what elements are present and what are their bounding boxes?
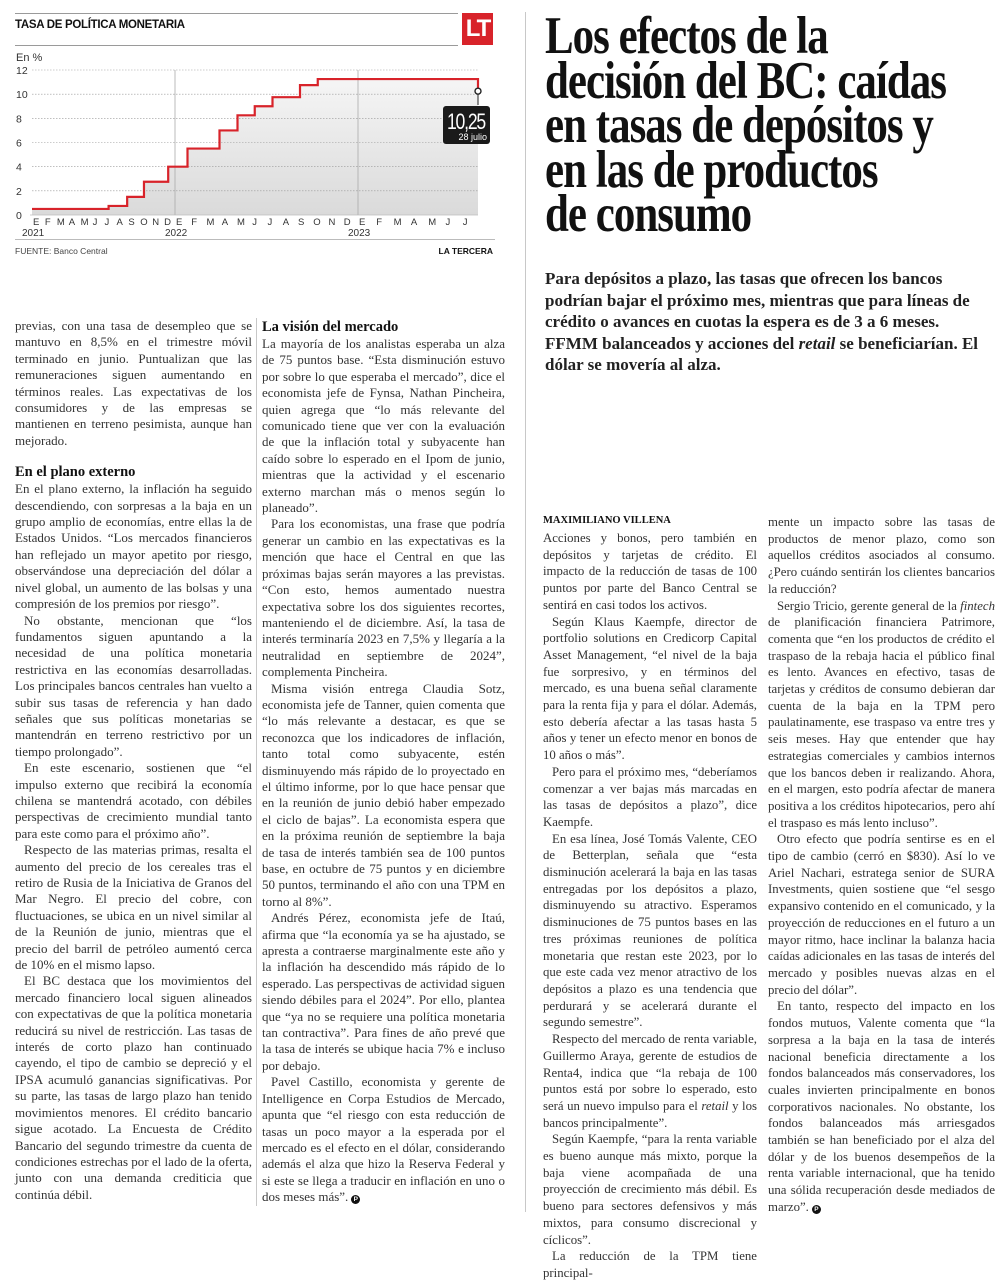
x-month-label: O — [313, 217, 321, 228]
section-subheading — [262, 318, 505, 336]
text-run: Para los economistas, una frase que podría generar un cambio en las expectativas es la mención que hace el Central en que las próximas bajas serán mayores a las previstas. “Con esto, hemos aumentado nuestra expectativa sobre los dos siguientes recortes, manteniendo el de diciembre. Así, la tasa de interés terminaría 2023 en 7,5% y llegaría a la neutralidad en septiembre de 2024”, complementa Pincheira. — [262, 516, 505, 680]
x-year-label: 2022 — [165, 228, 188, 239]
x-year-label: 2021 — [22, 228, 45, 239]
text-run: En el plano externo — [15, 464, 136, 481]
x-month-label: M — [237, 217, 245, 228]
x-month-label: E — [176, 217, 183, 228]
body-paragraph — [543, 1131, 757, 1248]
x-month-label: N — [328, 217, 336, 228]
callout-date: 28 julio — [458, 132, 487, 142]
deck-text: Para depósitos a plazo, las tasas que ofrecen los bancos podrían bajar el próximo mes, mientras que para líneas de crédito o avances en cuotas la espera es de 3 a 6 meses. FFMM balanceados y acciones del — [545, 269, 970, 353]
chart-brand: LA TERCERA — [438, 246, 493, 256]
body-paragraph — [543, 764, 757, 831]
text-run: La visión del mercado — [262, 319, 399, 335]
headline-line: decisión del BC: caídas — [545, 51, 947, 110]
x-month-label: F — [44, 217, 51, 228]
y-tick-label: 2 — [16, 185, 22, 198]
text-run: En el plano externo, la inflación ha seguido descendiendo, con sorpresas a la baja en un grupo amplio de economías, entre ellas la de Estados Unidos. “Los mercados financieros han reflejado un mayor apetito por riesgo, observándose una depreciación del dólar a nivel global, un aumento de las bolsas y una compresión de los premios por riesgo”. — [15, 481, 252, 612]
body-paragraph — [15, 842, 252, 973]
text-run: En esa línea, José Tomás Valente, CEO de Betterplan, señala que “esta disminución acelerará la baja en las tasas entregadas por los depósitos a plazo, disminuyendo su atractivo. Esperamos disminuciones de 75 puntos bases en las tres próximas reuniones de política monetaria que restan este 2023, por lo que este cada vez menor atractivo de los depósitos a plazo es una tendencia que perdurará y se acelerará durante el segundo semestre”. — [543, 831, 757, 1030]
x-month-label: J — [462, 217, 468, 228]
x-month-label: E — [33, 217, 40, 228]
chart-title: TASA DE POLÍTICA MONETARIA — [15, 19, 185, 31]
la-tercera-logo: LT — [462, 13, 493, 45]
article-column-4 — [768, 514, 995, 1216]
text-run: Sergio Tricio, gerente general de la — [777, 598, 961, 613]
y-tick-label: 10 — [16, 89, 28, 102]
text-run: Según Klaus Kaempfe, director de portfolio solutions en Credicorp Capital Asset Management, “el nivel de la baja fue sorpresivo, y en términos del mercado, es una buena señal claramente para la renta fija y para el dólar. Además, esto debería afectar a las tasas hasta 5 años y tener un efecto menor en bonos de 10 años o más”. — [543, 614, 757, 763]
italic-text: fintech — [960, 598, 995, 613]
x-month-label: M — [56, 217, 65, 228]
body-paragraph — [262, 910, 505, 1074]
section-subheading — [15, 463, 252, 481]
article-column-1 — [15, 318, 252, 1203]
section-divider — [525, 12, 526, 1212]
body-paragraph — [543, 831, 757, 1031]
body-paragraph — [768, 831, 995, 998]
body-paragraph — [15, 481, 252, 612]
body-paragraph — [262, 681, 505, 911]
x-month-label: A — [282, 217, 290, 228]
text-run: previas, con una tasa de desempleo que se mantuvo en 8,5% en el trimestre móvil terminado en junio. Puntualizan que las remuneraciones siguen aumentando en términos reales. Las expectativas de los consumidores y de las empresas se mantienen en terreno pesimista, aunque han mejorado. — [15, 318, 252, 448]
text-run: mente un impacto sobre las tasas de productos de menor plazo, como son aquellos créditos asociados al consumo. ¿Pero cuándo sentirán los clientes bancarios la reducción? — [768, 515, 995, 596]
chart-bottom-rule — [15, 239, 495, 240]
headline-line: Los efectos de la — [545, 7, 828, 65]
x-month-label: A — [221, 217, 229, 228]
headline-line: en tasas de depósitos y — [545, 96, 933, 154]
x-month-label: J — [92, 217, 98, 228]
body-paragraph — [15, 318, 252, 449]
text-run: En este escenario, sostienen que “el impulso externo que recibirá la economía chilena se mantendrá acotado, con débiles perspectivas de crecimiento mundial tanto para este como para el próximo año”. — [15, 760, 252, 841]
text-run: de planificación financiera Patrimore, comenta que “en los productos de crédito el traspaso de la rebaja hacia el público final es lento. Avances en efectivo, tasas de tarjetas y créditos de consumo debieran dar cuenta de la baja en la TPM pero paulatinamente, ese traspaso va entre tres y seis meses. Hay que entender que hay estrategias comerciales y cambios internos que los bancos deben ir realizando. Ahora, en el margen, esto podría afectar de manera positiva a los créditos hipotecarios, pero ahí el traspaso es más lento incluso”. — [768, 615, 995, 830]
text-run: Respecto del mercado de renta variable, Guillermo Araya, gerente de estudios de Renta4, indica que “la rebaja de 100 puntos está por sobre lo esperado, esto será un nuevo impulso para el — [543, 1032, 757, 1113]
text-run: y los bancos principalmente”. — [543, 1098, 757, 1130]
x-year-label: 2023 — [348, 228, 371, 239]
x-month-label: S — [128, 217, 135, 228]
x-month-label: N — [152, 217, 160, 228]
end-of-article-icon: P — [351, 1195, 360, 1204]
body-paragraph — [768, 514, 995, 598]
italic-text: retail — [701, 1098, 729, 1113]
x-month-label: M — [428, 217, 437, 228]
body-paragraph — [262, 516, 505, 680]
x-month-label: A — [410, 217, 418, 228]
body-paragraph — [543, 530, 757, 614]
text-run: Pavel Castillo, economista y gerente de Intelligence en Corpa Estudios de Mercado, apunta que “el riesgo con esta reducción de tasas un poco mayor a la esperada por el mercado es el efecto en el dólar, considerando además el alza que hizo la Reserva Federal y si este se llega a traducir en inflación en uno o dos meses más”. — [262, 1074, 505, 1205]
tpm-chart — [0, 0, 500, 262]
x-month-label: S — [298, 217, 305, 228]
text-run: En tanto, respecto del impacto en los fondos mutuos, Valente comenta que “la sorpresa a la baja en la tasa de interés nacional beneficia directamente a los fondos balanceados más conservadores, los cuales invierten principalmente en bonos corporativos nacionales. No obstante, los fondos balanceados más arriesgados también se han beneficiado por el alza del dólar y de los buenos desempeños de la renta variable internacional, que ha tenido una sólida recuperación desde mediados de marzo”. — [768, 999, 995, 1214]
text-run: Pero para el próximo mes, “deberíamos comenzar a ver bajas más marcadas en las tasas de depósitos a plazo”, dice Kaempfe. — [543, 764, 757, 829]
chart-source: FUENTE: Banco Central — [15, 246, 108, 256]
body-paragraph — [543, 614, 757, 764]
headline — [545, 7, 999, 243]
y-tick-label: 4 — [16, 161, 22, 174]
x-month-label: J — [267, 217, 273, 228]
x-month-label: E — [359, 217, 366, 228]
x-month-label: M — [393, 217, 402, 228]
text-run: Otro efecto que podría sentirse es en el tipo de cambio (cerró en $830). Así lo ve Ariel Nachari, estratega senior de SURA Investments, quien sostiene que “el sesgo expansivo contenido en el comunicado, y la proyección de reducciones en el futuro a un mayor ritmo, hace inclinar la balanza hacia caídas adicionales en las tasas de interés del mercado y posibles nuevas alzas en el precio del dólar”. — [768, 832, 995, 997]
deck-subtitle — [545, 268, 995, 376]
x-month-label: F — [376, 217, 383, 228]
x-month-label: O — [140, 217, 148, 228]
text-run: Andrés Pérez, economista jefe de Itaú, afirma que “la economía ya se ha ajustado, se apresta a contraerse marginalmente este año y la inflación ha descendido más rápido de lo esperado. Las perspectivas de actividad siguen siendo débiles para el 2024”. Por ello, plantea que “ya no se requiere una política monetaria tan contractiva”. Para fines de año prevé que la tasa de interés se ubique hacia 7% e incluso por debajo. — [262, 910, 505, 1073]
body-paragraph — [15, 613, 252, 761]
article-column-2 — [262, 318, 505, 1206]
last-data-point — [475, 88, 481, 94]
body-paragraph — [768, 998, 995, 1215]
headline-line: de consumo — [545, 185, 752, 243]
text-run: Acciones y bonos, pero también en depósitos y tarjetas de crédito. El impacto de la reducción de tasas de 100 puntos por parte del Banco Central se sentirá en casi todos los activos. — [543, 531, 757, 612]
chart-unit-label: En % — [16, 52, 43, 64]
x-month-label: M — [80, 217, 89, 228]
text-run: La mayoría de los analistas esperaba un alza de 75 puntos base. “Esta disminución estuvo por sobre lo que esperaba el mercado”, dice el economista jefe de Fynsa, Nathan Pincheira, quien agrega que “lo más relevante del comunicado tiene que ver con la evaluación de que la inflación total y subyacente han caído sobre lo esperado en el Ipom de junio, mientras que la actividad y el escenario externo marchan más o menos según lo planeado”. — [262, 336, 505, 516]
body-paragraph — [543, 1248, 757, 1281]
body-paragraph — [262, 1074, 505, 1205]
body-paragraph — [15, 973, 252, 1203]
y-tick-label: 6 — [16, 137, 22, 150]
chart-plot — [0, 0, 500, 262]
y-tick-label: 12 — [16, 65, 28, 77]
area-fill — [32, 79, 478, 215]
text-run: Respecto de las materias primas, resalta el aumento del precio de los cereales tras el retiro de Rusia de la Iniciativa de Granos del Mar Negro. El precio del cobre, con fluctuaciones, se ubica en un nivel similar al de la Reunión de junio, mientras que el precio del barril de petróleo aumentó cerca de 10% en el mismo lapso. — [15, 842, 252, 973]
text-run: Misma visión entrega Claudia Sotz, economista jefe de Tanner, quien comenta que “lo más relevante a destacar, es que se reconozca que los indicadores de inflación, tanto total como subyacente, estén disminuyendo más rápido de lo proyectado en el último informe, por lo que hace pensar que en la reunión de junio debió haber empezado el ciclo de bajas”. La economista espera que en la próxima reunión de septiembre la baja de tasa de interés también sea de 100 puntos base, en octubre de 75 puntos y en diciembre 50 puntos, terminando el año con una TPM en torno al 8%”. — [262, 680, 505, 909]
article-column-3 — [543, 514, 757, 1282]
deck-text: se beneficiarían. El dólar se movería al alza. — [545, 333, 979, 375]
text-run: La reducción de la TPM tiene principal- — [543, 1249, 757, 1280]
x-month-label: A — [68, 217, 76, 228]
x-month-label: J — [445, 217, 451, 228]
x-month-label: A — [116, 217, 123, 228]
y-tick-label: 8 — [16, 113, 22, 126]
deck-italic-text: retail — [798, 333, 836, 353]
body-paragraph — [262, 336, 505, 516]
text-run: No obstante, mencionan que “los fundamentos siguen apuntando a la necesidad de una política monetaria restrictiva en las economías desarrolladas. Los principales bancos centrales han vuelto a subir sus tasas de referencia y han dado señales que sus políticas monetarias se mantendrán en terreno restrictivo por un tiempo prolongado”. — [15, 612, 252, 759]
body-paragraph — [543, 1031, 757, 1131]
body-paragraph — [15, 760, 252, 842]
text-run: Según Kaempfe, “para la renta variable es bueno aunque más mixto, porque la baja viene acompañada de una proyección de crecimiento más débil. Es bueno para sectores defensivos y más mixtos, para consumo discrecional y cíclicos”. — [543, 1132, 757, 1247]
text-run: El BC destaca que los movimientos del mercado financiero local siguen alineados con expectativas de que la política monetaria reducirá su nivel de restricción. Las tasas de interés de corto plazo han continuado cayendo, el tipo de cambio se depreció y el IPSA acumuló ganancias significativas. Por su parte, las tasas de largo plazo han tenido movimientos menores. El crédito bancario sigue acotado. La Encuesta de Crédito Bancario del segundo trimestre da cuenta de condiciones estrechas por el lado de la oferta, junto con una demanda crediticia que continúa débil. — [15, 973, 252, 1202]
callout-value: 10,25 — [446, 110, 486, 135]
headline-line: en las de productos — [545, 140, 878, 199]
x-month-label: M — [206, 217, 215, 228]
y-tick-label: 0 — [16, 210, 22, 222]
x-month-label: J — [104, 217, 110, 228]
x-month-label: D — [164, 217, 171, 228]
x-month-label: J — [252, 217, 257, 228]
body-paragraph — [768, 598, 995, 832]
x-month-label: D — [343, 217, 351, 228]
author-byline — [543, 514, 757, 528]
column-divider — [256, 318, 257, 1206]
x-month-label: F — [191, 217, 198, 228]
end-of-article-icon: P — [812, 1205, 821, 1214]
text-run: MAXIMILIANO VILLENA — [543, 515, 671, 526]
